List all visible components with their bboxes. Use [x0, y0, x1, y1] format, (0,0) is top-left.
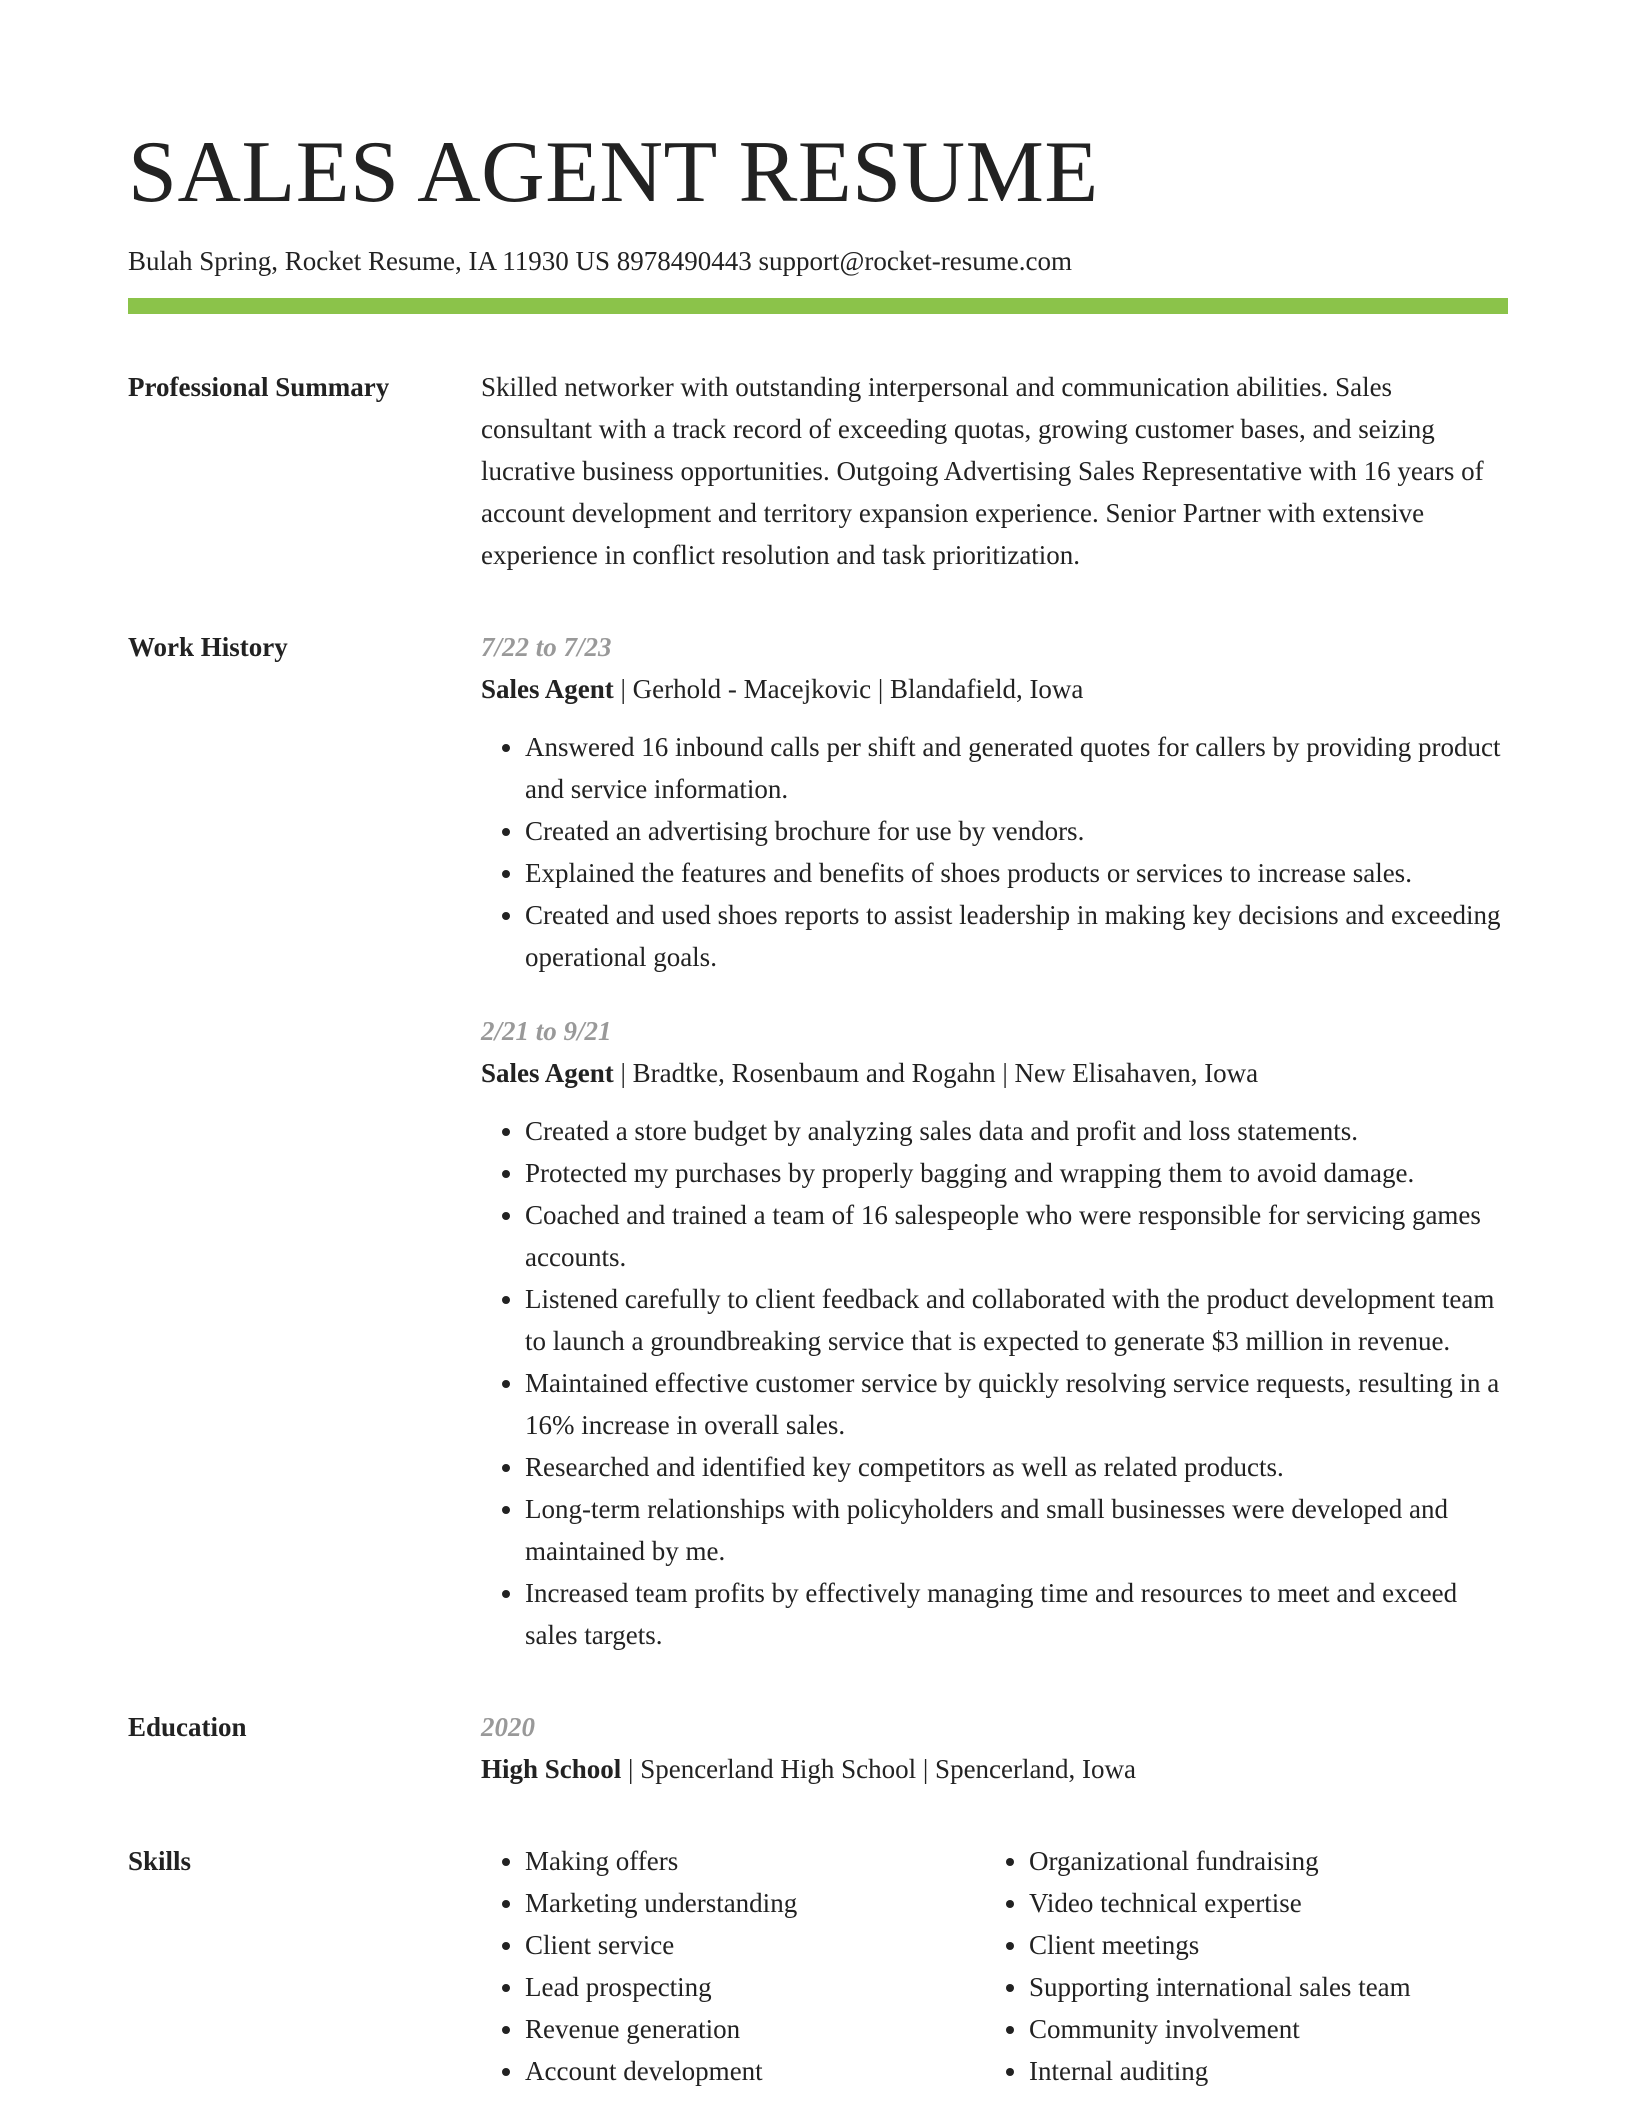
skill-item: • Client meetings [1029, 1924, 1549, 1966]
job-date: 7/22 to 7/23 [481, 632, 612, 662]
header-divider [128, 298, 1508, 314]
job-bullet: • Coached and trained a team of 16 salespeople who were responsible for servicing games accounts. [525, 1194, 1508, 1278]
skill-item: • Supporting international sales team [1029, 1966, 1549, 2008]
job-bullet: • Answered 16 inbound calls per shift and generated quotes for callers by providing product and service information. [525, 726, 1508, 810]
job-company-location: | Bradtke, Rosenbaum and Rogahn | New Elisahaven, Iowa [613, 1058, 1259, 1088]
job-entry [481, 626, 1508, 978]
job-bullets [481, 726, 1508, 978]
education-line [481, 1748, 1508, 1790]
job-bullet: • Increased team profits by effectively managing time and resources to meet and exceed sales targets. [525, 1572, 1508, 1656]
education-school-location: | Spencerland High School | Spencerland, Iowa [621, 1754, 1136, 1784]
education-date: 2020 [481, 1712, 535, 1742]
job-entry [481, 1010, 1508, 1656]
skill-item: • Video technical expertise [1029, 1882, 1549, 1924]
job-company-location: | Gerhold - Macejkovic | Blandafield, Iowa [613, 674, 1084, 704]
section-label-education: Education [128, 1712, 247, 1742]
skills-column-1 [481, 1840, 985, 2092]
resume-title: SALES AGENT RESUME [128, 124, 1099, 221]
skill-item: • Community involvement [1029, 2008, 1549, 2050]
skill-item: • Client service [525, 1924, 985, 1966]
job-bullet: • Listened carefully to client feedback and collaborated with the product development team to launch a groundbreaking service that is expected to generate $3 million in revenue. [525, 1278, 1508, 1362]
skill-item: • Marketing understanding [525, 1882, 985, 1924]
job-bullet: • Created a store budget by analyzing sales data and profit and loss statements. [525, 1110, 1508, 1152]
job-bullet: • Researched and identified key competitors as well as related products. [525, 1446, 1508, 1488]
skill-item: • Lead prospecting [525, 1966, 985, 2008]
section-label-summary: Professional Summary [128, 372, 390, 402]
job-bullet: • Created an advertising brochure for use by vendors. [525, 810, 1508, 852]
resume-page [128, 0, 1508, 2092]
skill-item: • Making offers [525, 1840, 985, 1882]
job-title-line [481, 668, 1508, 710]
job-bullet: • Maintained effective customer service by quickly resolving service requests, resulting in a 16% increase in overall sales. [525, 1362, 1508, 1446]
skills-column-2 [985, 1840, 1549, 2092]
job-bullet: • Created and used shoes reports to assist leadership in making key decisions and exceeding operational goals. [525, 894, 1508, 978]
education-degree: High School [481, 1754, 622, 1784]
job-role: Sales Agent [481, 1058, 614, 1088]
education-section [128, 1706, 1508, 1790]
work-history-section [128, 626, 1508, 1656]
job-bullet: • Explained the features and benefits of shoes products or services to increase sales. [525, 852, 1508, 894]
job-bullets [481, 1110, 1508, 1656]
job-bullet: • Long-term relationships with policyholders and small businesses were developed and maintained by me. [525, 1488, 1508, 1572]
section-label-work: Work History [128, 632, 288, 662]
job-bullet: • Protected my purchases by properly bagging and wrapping them to avoid damage. [525, 1152, 1508, 1194]
skills-columns [481, 1840, 1549, 2092]
skills-section [128, 1840, 1508, 2092]
section-label-skills: Skills [128, 1846, 192, 1876]
job-date: 2/21 to 9/21 [481, 1016, 612, 1046]
skill-item: • Revenue generation [525, 2008, 985, 2050]
job-title-line [481, 1052, 1508, 1094]
skill-item: • Organizational fundraising [1029, 1840, 1549, 1882]
job-role: Sales Agent [481, 674, 614, 704]
contact-line: Bulah Spring, Rocket Resume, IA 11930 US 8978490443 support@rocket-resume.com [128, 246, 1072, 276]
summary-section [128, 366, 1508, 576]
summary-text: Skilled networker with outstanding interpersonal and communication abilities. Sales consultant with a track record of exceeding quotas, growing customer bases, and seizing lucrative business opportunities. Outgoing Advertising Sales Representative with 16 years of account development and territory expansion experience. Senior Partner with extensive experience in conflict resolution and task prioritization. [481, 372, 1484, 570]
skill-item: • Account development [525, 2050, 985, 2092]
skill-item: • Internal auditing [1029, 2050, 1549, 2092]
